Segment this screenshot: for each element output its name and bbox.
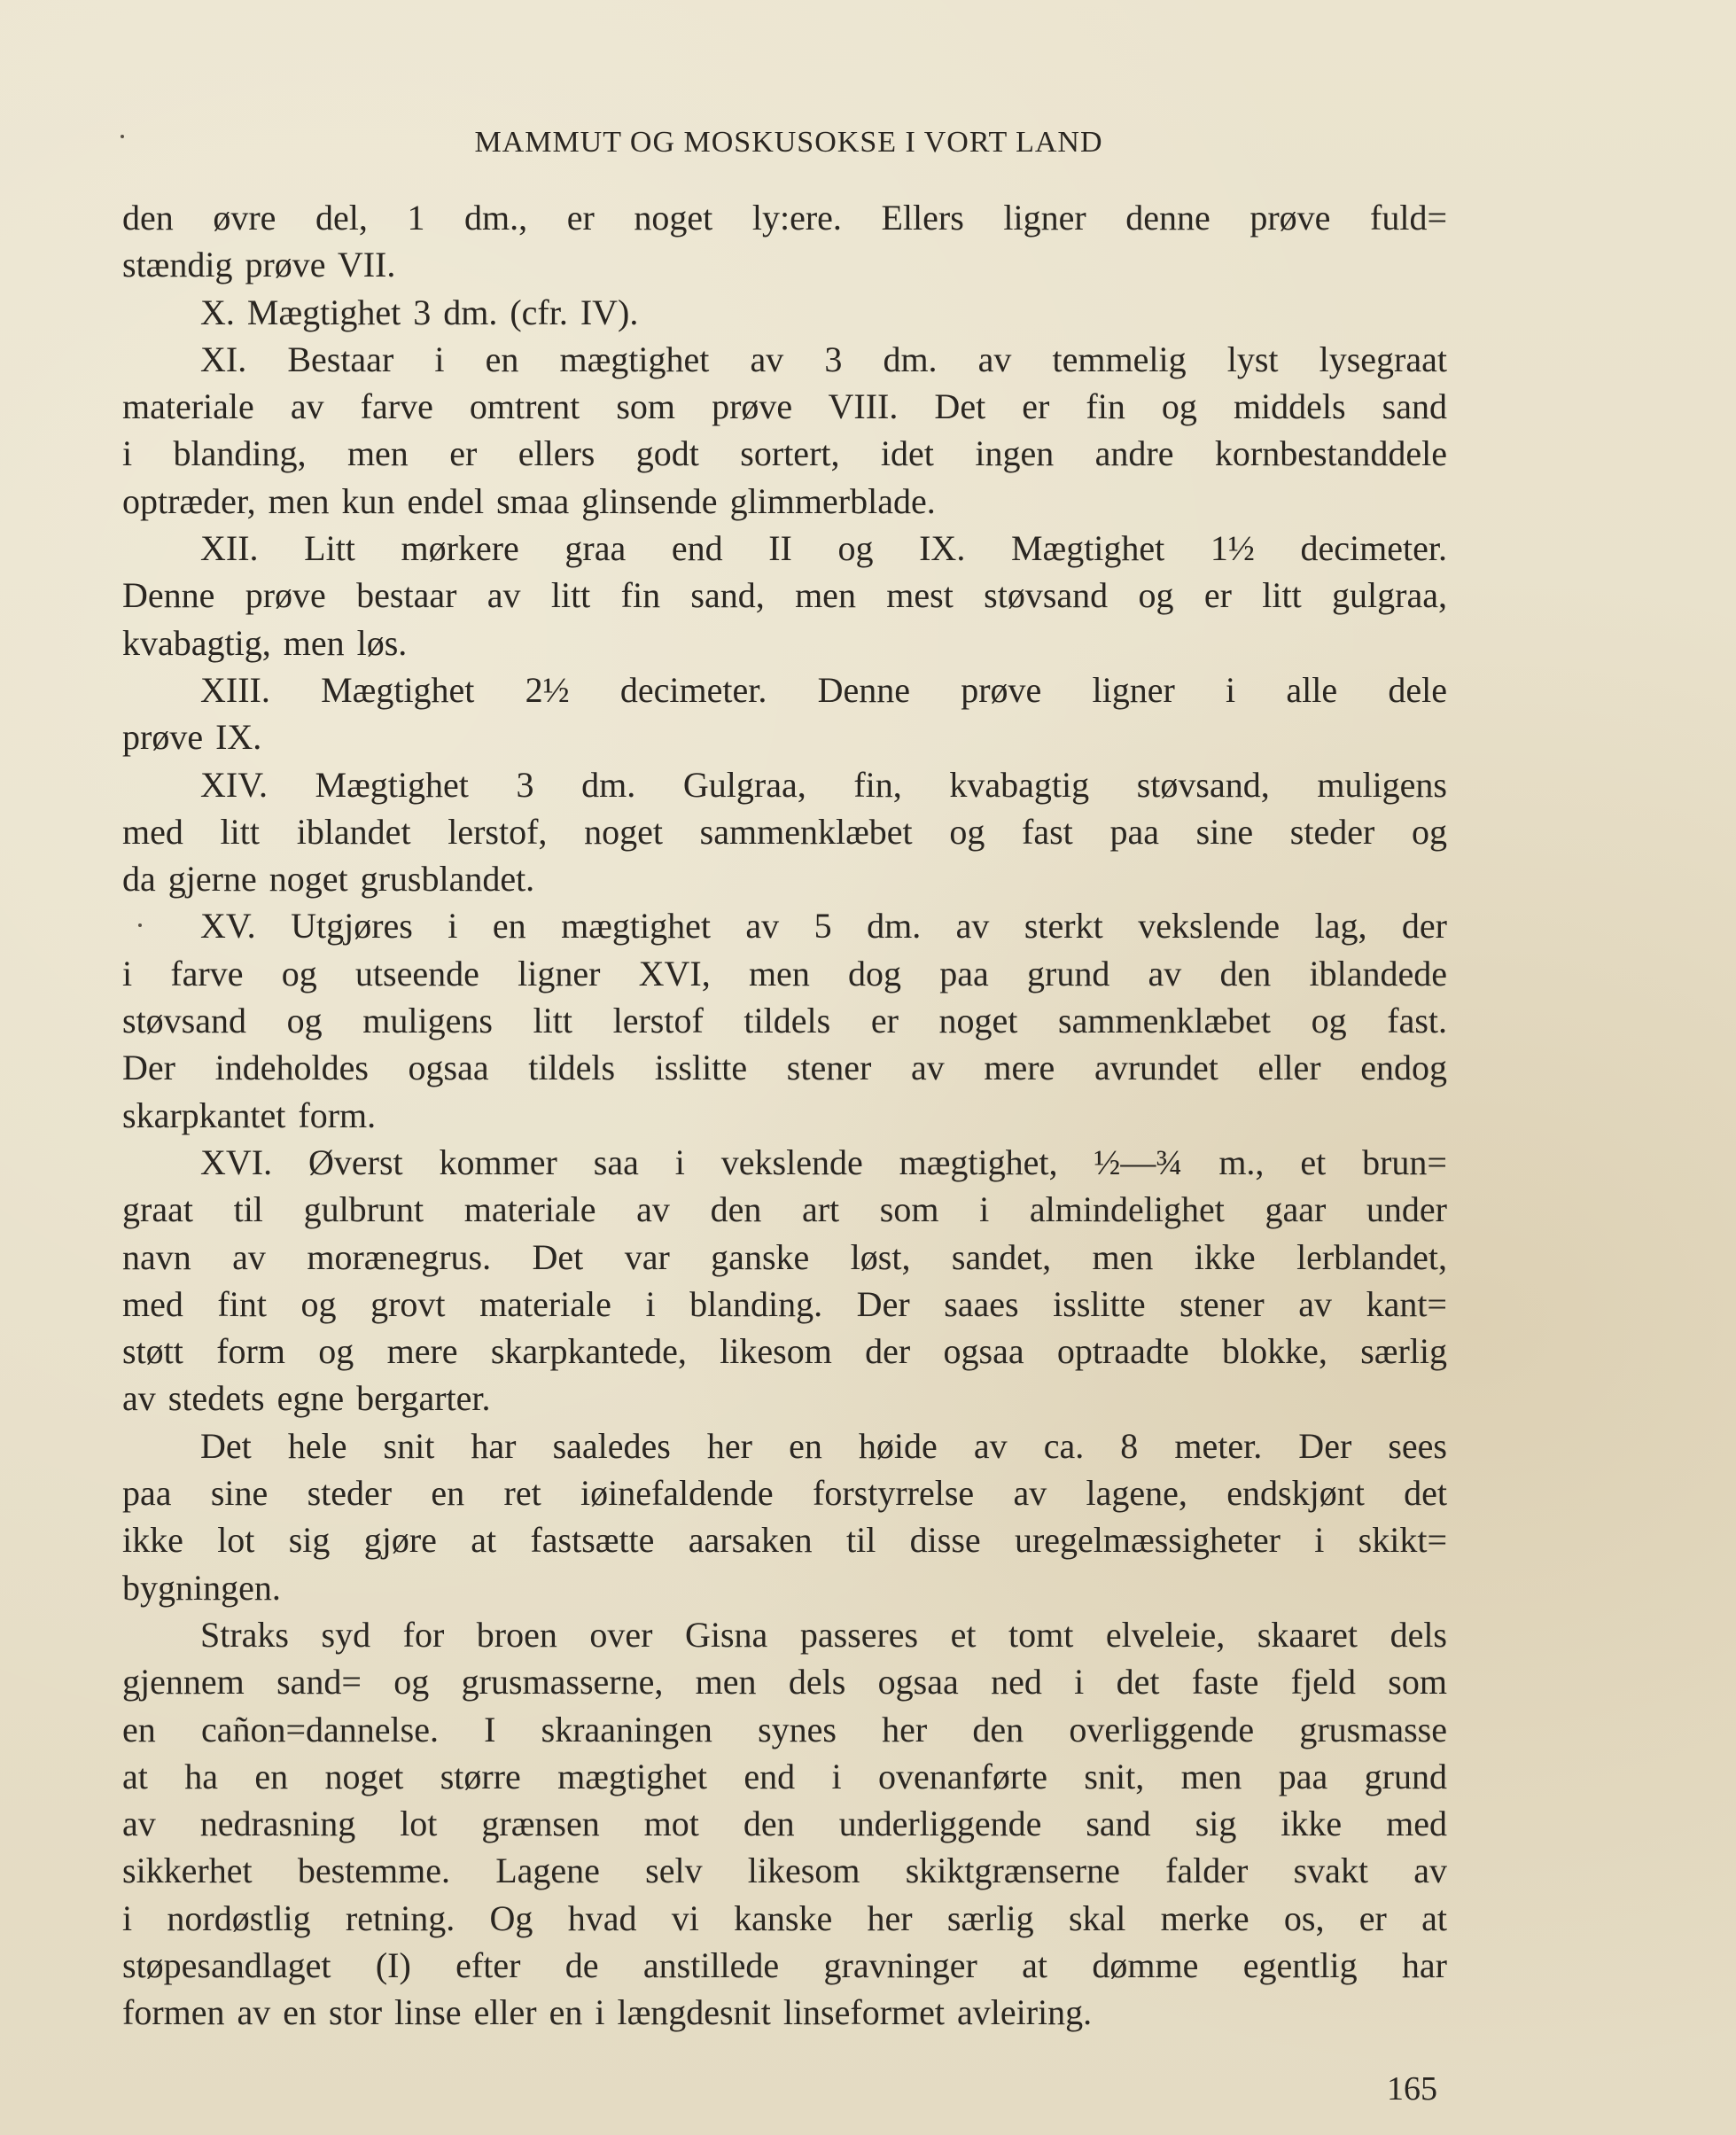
text-line: den øvre del, 1 dm., er noget ly:ere. Ellers ligner denne prøve fuld= [122, 198, 1447, 238]
text-line: skarpkantet form. [122, 1095, 377, 1135]
text-line: en cañon=dannelse. I skraaningen synes her den overliggende grusmasse [122, 1709, 1447, 1749]
text-line: med litt iblandet lerstof, noget sammenklæbet og fast paa sine steder og [122, 811, 1447, 852]
text-line: med fint og grovt materiale i blanding. Der saaes isslitte stener av kant= [122, 1283, 1447, 1324]
text-line: støpesandlaget (I) efter de anstillede gravninger at dømme egentlig har [122, 1944, 1447, 1985]
body-text [122, 194, 1447, 2037]
text-line: da gjerne noget grusblandet. [122, 859, 535, 900]
text-line: Straks syd for broen over Gisna passeres et tomt elveleie, skaaret dels [200, 1614, 1447, 1655]
text-line: Denne prøve bestaar av litt fin sand, men mest støvsand og er litt gulgraa, [122, 575, 1447, 616]
text-line: optræder, men kun endel smaa glinsende glimmerblade. [122, 480, 936, 521]
text-line: XIII. Mægtighet 2½ decimeter. Denne prøve ligner i alle dele [200, 669, 1447, 710]
text-line: sikkerhet bestemme. Lagene selv likesom skiktgrænserne falder svakt av [122, 1851, 1447, 1891]
text-line: paa sine steder en ret iøinefaldende forstyrrelse av lagene, endskjønt det [122, 1473, 1447, 1514]
text-line: X. Mægtighet 3 dm. (cfr. IV). [200, 292, 639, 332]
text-line: XII. Litt mørkere graa end II og IX. Mægtighet 1½ decimeter. [200, 528, 1447, 569]
text-line: støtt form og mere skarpkantede, likesom der ogsaa optraadte blokke, særlig [122, 1331, 1447, 1372]
text-line: graat til gulbrunt materiale av den art som i almindelighet gaar under [122, 1189, 1447, 1230]
text-line: ikke lot sig gjøre at fastsætte aarsaken til disse uregelmæssigheter i skikt= [122, 1520, 1447, 1561]
text-line: Der indeholdes ogsaa tildels isslitte stener av mere avrundet eller endog [122, 1048, 1447, 1088]
text-line: stændig prøve VII. [122, 245, 396, 285]
text-line: kvabagtig, men løs. [122, 622, 408, 663]
text-line: bygningen. [122, 1567, 281, 1608]
text-line: prøve IX. [122, 717, 262, 758]
text-line: navn av morænegrus. Det var ganske løst, sandet, men ikke lerblandet, [122, 1236, 1447, 1277]
page-number: 165 [1387, 2070, 1437, 2108]
text-line: gjennem sand= og grusmasserne, men dels ogsaa ned i det faste fjeld som [122, 1662, 1447, 1703]
text-line: XIV. Mægtighet 3 dm. Gulgraa, fin, kvabagtig støvsand, muligens [200, 764, 1447, 805]
text-line: i farve og utseende ligner XVI, men dog paa grund av den iblandede [122, 953, 1447, 993]
running-title: MAMMUT OG MOSKUSOKSE I VORT LAND [474, 126, 1103, 159]
text-line: støvsand og muligens litt lerstof tildels er noget sammenklæbet og fast. [122, 1001, 1447, 1041]
text-line: materiale av farve omtrent som prøve VIII. Det er fin og middels sand [122, 386, 1447, 427]
text-line: XI. Bestaar i en mægtighet av 3 dm. av temmelig lyst lysegraat [200, 339, 1447, 379]
text-line: Det hele snit har saaledes her en høide av ca. 8 meter. Der sees [200, 1425, 1447, 1466]
text-line: formen av en stor linse eller en i længdesnit linseformet avleiring. [122, 1992, 1093, 2033]
text-line: XVI. Øverst kommer saa i vekslende mægtighet, ½—¾ m., et brun= [200, 1142, 1447, 1182]
text-line: at ha en noget større mægtighet end i ovenanførte snit, men paa grund [122, 1756, 1447, 1796]
text-line: av nedrasning lot grænsen mot den underliggende sand sig ikke med [122, 1804, 1447, 1844]
text-line: i blanding, men er ellers godt sortert, idet ingen andre kornbestanddele [122, 433, 1447, 474]
text-line: av stedets egne bergarter. [122, 1378, 491, 1419]
text-line: XV. Utgjøres i en mægtighet av 5 dm. av sterkt vekslende lag, der [200, 906, 1447, 947]
text-line: i nordøstlig retning. Og hvad vi kanske her særlig skal merke os, er at [122, 1897, 1447, 1938]
